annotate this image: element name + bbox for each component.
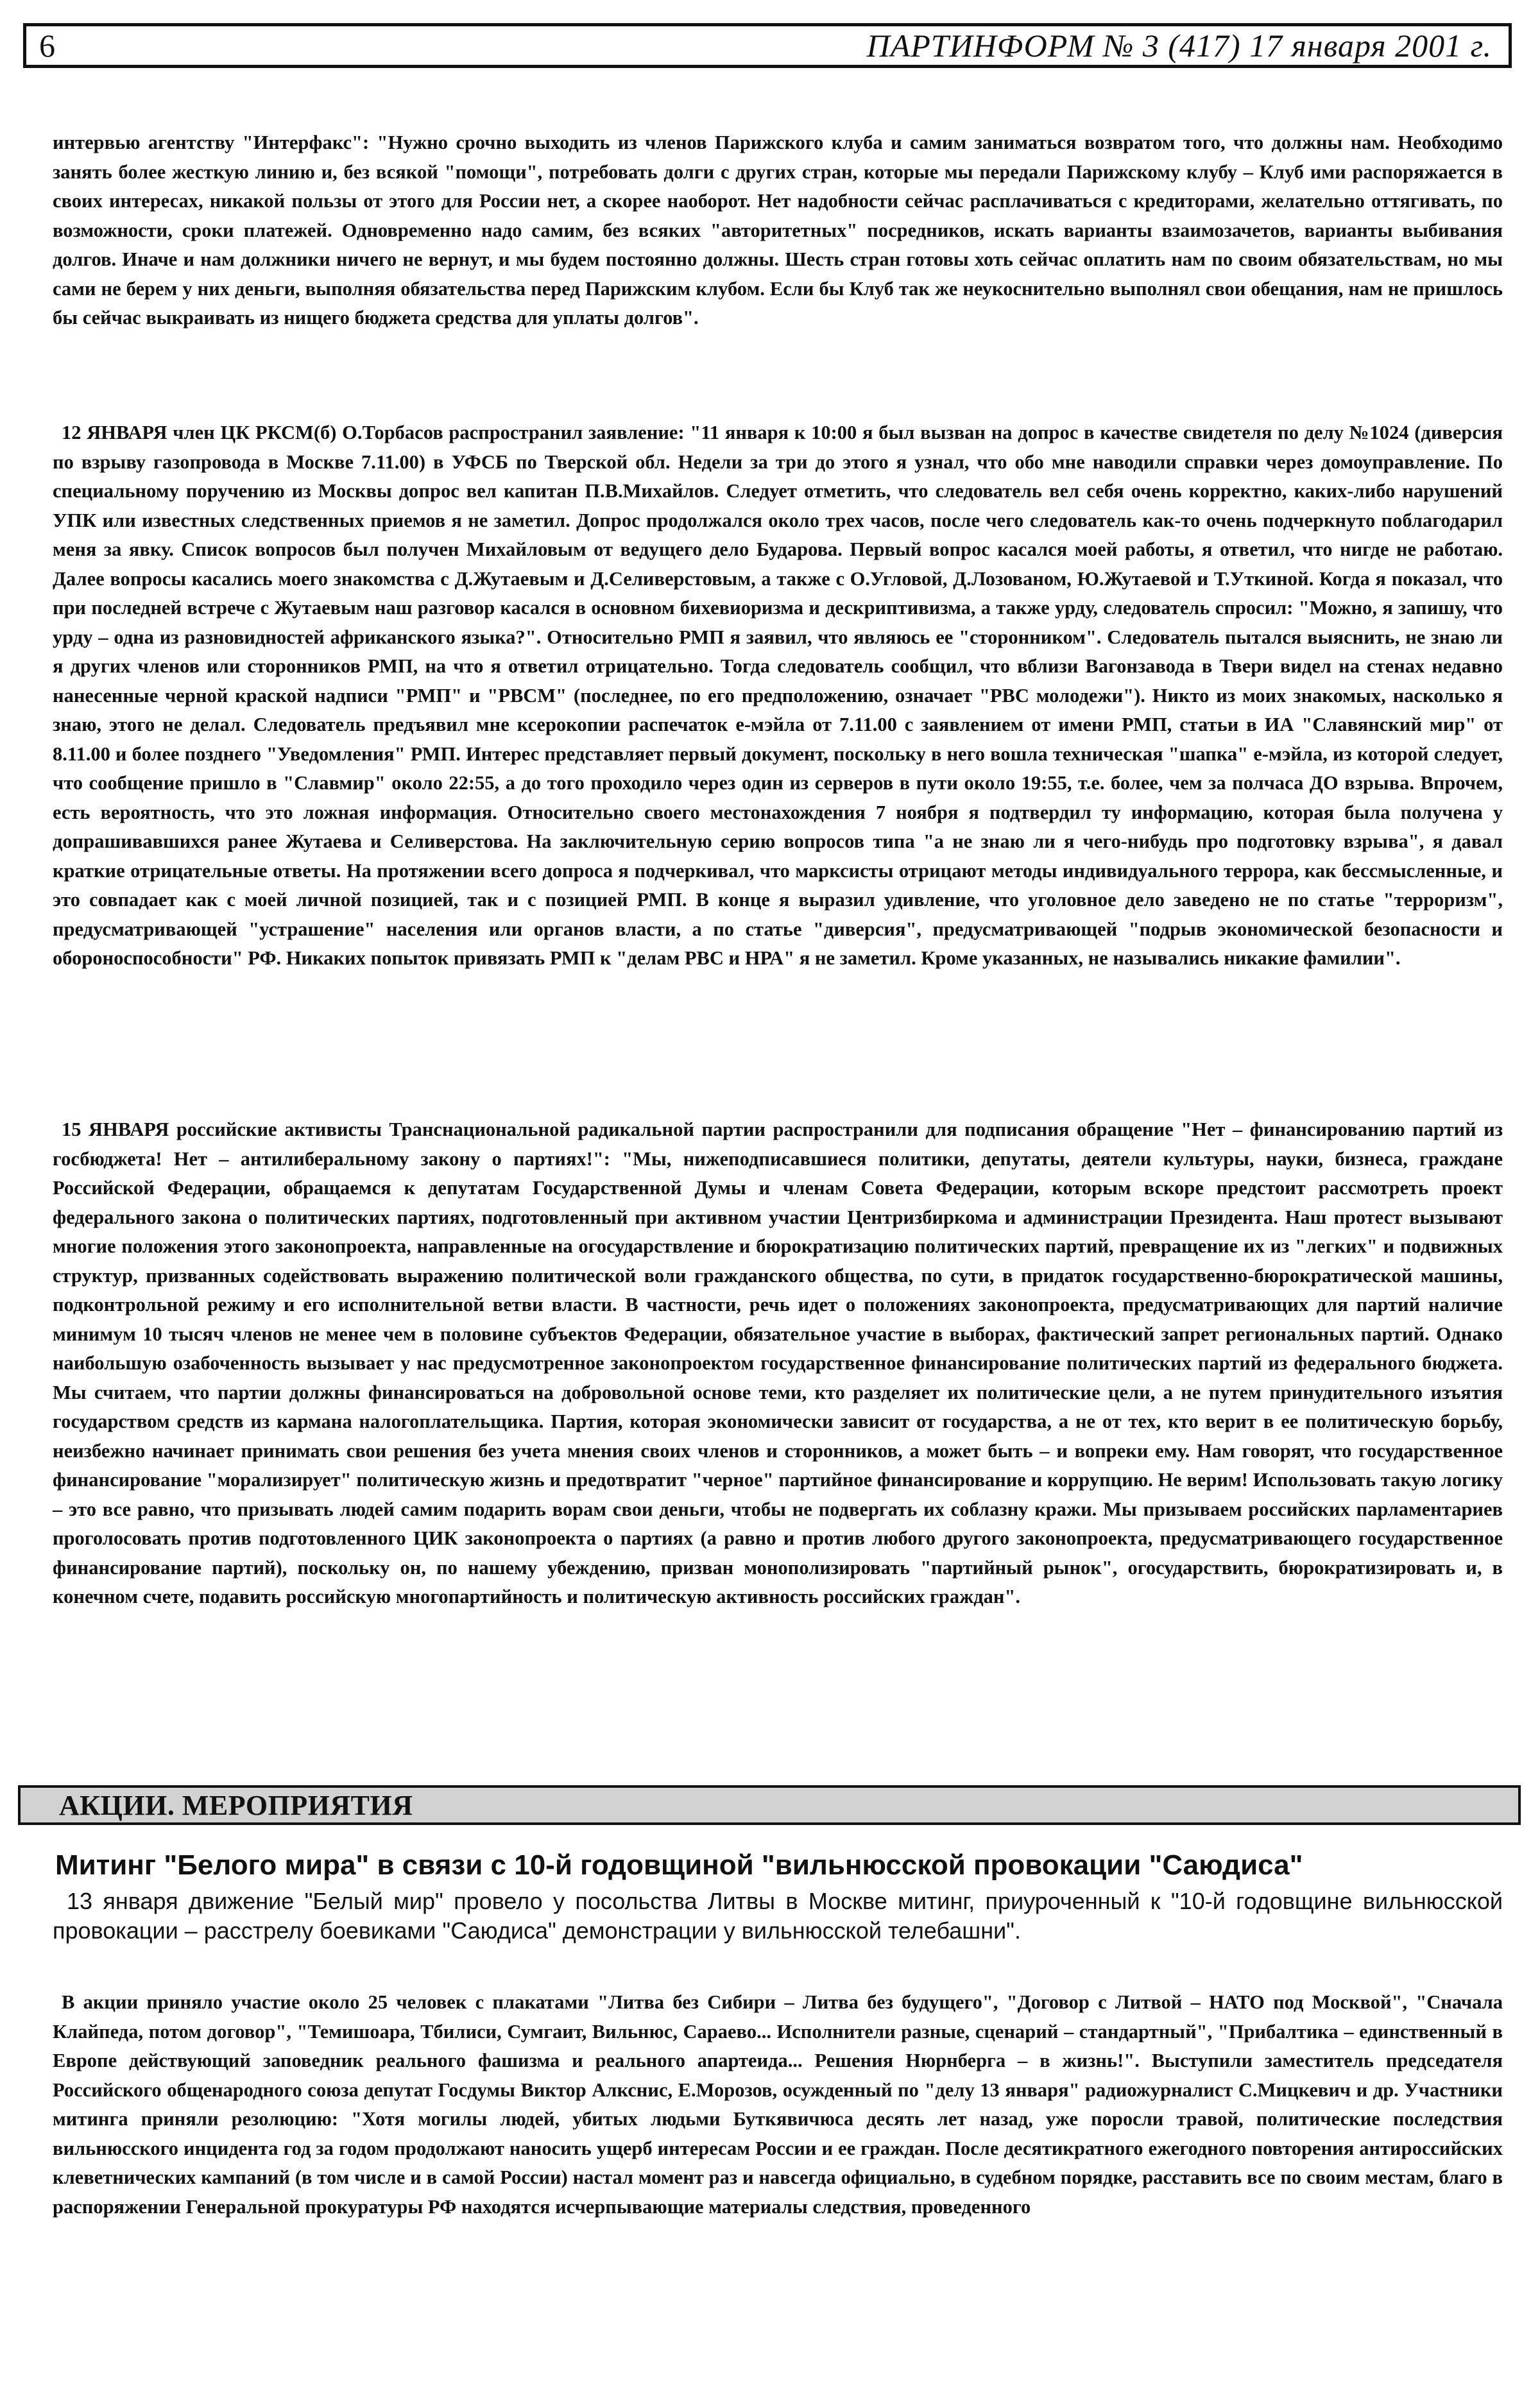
section-heading-bar — [18, 1785, 1521, 1825]
article-title: Митинг "Белого мира" в связи с 10-й годовщиной "вильнюсской провокации "Саюдиса" — [55, 1849, 1303, 1881]
issue-line: ПАРТИНФОРМ № 3 (417) 17 января 2001 г. — [866, 28, 1492, 64]
paragraph-interfax-interview: интервью агентству "Интерфакс": "Нужно срочно выходить из членов Парижского клуба и самим заниматься возвратом того, что должны нам. Необходимо занять более жесткую линию и, без всякой "помощи", потребовать долги с других стран, которые мы передали Парижскому клубу – Клуб ими распоряжается в своих интересах, никакой пользы от этого для России нет, а скорее наоборот. Нет надобности сейчас расплачиваться с кредиторами, желательно оттягивать, по возможности, сроки платежей. Одновременно надо самим, без всяких "авторитетных" посредников, искать варианты взаимозачетов, варианты выбивания долгов. Иначе и нам должники ничего не вернут, и мы будем постоянно должны. Шесть стран готовы хоть сейчас оплатить нам по своим обязательствам, но мы сами не берем у них деньги, выполняя обязательства перед Парижским клубом. Если бы Клуб так же неукоснительно выполнял свои обещания, нам не пришлось бы сейчас выкраивать из нищего бюджета средства для уплаты долгов". — [53, 132, 1503, 329]
paragraph-jan-15: 15 ЯНВАРЯ российские активисты Транснациональной радикальной партии распространили для подписания обращение "Нет – финансированию партий из госбюджета! Нет – антилиберальному закону о партиях!": "Мы, нижеподписавшиеся политики, депутаты, деятели культуры, науки, бизнеса, граждане Российской Федерации, обращаемся к депутатам Государственной Думы и членам Совета Федерации, которым вскоре предстоит рассмотреть проект федерального закона о политических партиях, подготовленный при активном участии Центризбиркома и администрации Президента. Наш протест вызывают многие положения этого законопроекта, направленные на огосударствление и бюрократизацию политических партий, превращение их из "легких" и подвижных структур, призванных содействовать выражению политической воли гражданского общества, по сути, в придаток государственно-бюрократической машины, подконтрольной режиму и его исполнительной ветви власти. В частности, речь идет о положениях законопроекта, предусматривающих для партий наличие минимум 10 тысяч членов не менее чем в половине субъектов Федерации, обязательное участие в выборах, фактический запрет региональных партий. Однако наибольшую озабоченность вызывает у нас предусмотренное законопроектом государственное финансирование политических партий из федерального бюджета. Мы считаем, что партии должны финансироваться на добровольной основе теми, кто разделяет их политические цели, а не путем принудительного изъятия государством средств из кармана налогоплательщика. Партия, которая экономически зависит от государства, а не от тех, кто верит в ее политическую борьбу, неизбежно начинает принимать свои решения без учета мнения своих членов и сторонников, а может быть – и вопреки ему. Нам говорят, что государственное финансирование "морализирует" политическую жизнь и предотвратит "черное" партийное финансирование и коррупцию. Не верим! Использовать такую логику – это все равно, что призывать людей самим подарить ворам свои деньги, чтобы не подвергать их соблазну кражи. Мы призываем российских парламентариев проголосовать против подготовленного ЦИК законопроекта о партиях (а равно и против любого другого законопроекта, предусматривающего государственное финансирование партий), поскольку он, по нашему убеждению, призван монополизировать "партийный рынок", огосударствить, бюрократизировать и, в конечном счете, подавить российскую многопартийность и политическую активность российских граждан". — [53, 1118, 1503, 1607]
article-body: В акции приняло участие около 25 человек с плакатами "Литва без Сибири – Литва без будущего", "Договор с Литвой – НАТО под Москвой", "Сначала Клайпеда, потом договор", "Темишоара, Тбилиси, Сумгаит, Вильнюс, Сараево... Исполнители разные, сценарий – стандартный", "Прибалтика – единственный в Европе действующий заповедник реального фашизма и реального апартеида... Решения Нюрнберга – в жизнь!". Выступили заместитель председателя Российского общенародного союза депутат Госдумы Виктор Алкснис, Е.Морозов, осужденный по "делу 13 января" радиожурналист С.Мицкевич и др. Участники митинга приняли резолюцию: "Хотя могилы людей, убитых людьми Буткявичюса десять лет назад, уже поросли травой, политические последствия вильнюсского инцидента год за годом продолжают наносить ущерб интересам России и ее граждан. После десятикратного ежегодного повторения антироссийских клеветнических кампаний (в том числе и в самой России) настал момент раз и навсегда официально, в судебном порядке, расставить все по своим местам, благо в распоряжении Генеральной прокуратуры РФ находятся исчерпывающие материалы следствия, проведенного — [53, 1991, 1503, 2218]
paragraph-jan-12: 12 ЯНВАРЯ член ЦК РКСМ(б) О.Торбасов распространил заявление: "11 января к 10:00 я был вызван на допрос в качестве свидетеля по делу №1024 (диверсия по взрыву газопровода в Москве 7.11.00) в УФСБ по Тверской обл. Недели за три до этого я узнал, что обо мне наводили справки через домоуправление. По специальному поручению из Москвы допрос вел капитан П.В.Михайлов. Следует отметить, что следователь вел себя очень корректно, каких-либо нарушений УПК или известных следственных приемов я не заметил. Допрос продолжался около трех часов, после чего следователь как-то очень подчеркнуто поблагодарил меня за явку. Список вопросов был получен Михайловым от ведущего дело Бударова. Первый вопрос касался моей работы, я ответил, что нигде не работаю. Далее вопросы касались моего знакомства с Д.Жутаевым и Д.Селиверстовым, а также с О.Угловой, Д.Лозованом, Ю.Жутаевой и Т.Уткиной. Когда я показал, что при последней встрече с Жутаевым наш разговор касался в основном бихевиоризма и дескриптивизма, а также урду, следователь спросил: "Можно, я запишу, что урду – одна из разновидностей африканского языка?". Относительно РМП я заявил, что являюсь ее "сторонником". Следователь пытался выяснить, не знаю ли я других членов или сторонников РМП, на что я ответил отрицательно. Тогда следователь сообщил, что вблизи Вагонзавода в Твери видел на стенах недавно нанесенные черной краской надписи "РМП" и "РВСМ" (последнее, по его предположению, означает "РВС молодежи"). Никто из моих знакомых, насколько я знаю, этого не делал. Следователь предъявил мне ксерокопии распечаток e-мэйла от 7.11.00 с заявлением от имени РМП, статьи в ИА "Славянский мир" от 8.11.00 и более позднего "Уведомления" РМП. Интерес представляет первый документ, поскольку в него вошла техническая "шапка" e-мэйла, из которой следует, что сообщение пришло в "Славмир" около 22:55, а до того проходило через один из серверов в пути около 19:55, т.е. более, чем за полчаса ДО взрыва. Впрочем, есть вероятность, что это ложная информация. Относительно своего местонахождения 7 ноября я подтвердил ту информацию, которая была получена у допрашивавшихся ранее Жутаева и Селиверстова. На заключительную серию вопросов типа "а не знаю ли я чего-нибудь про подготовку взрыва", я давал краткие отрицательные ответы. На протяжении всего допроса я подчеркивал, что марксисты отрицают методы индивидуального террора, как бессмысленные, и это совпадает как с моей личной позицией, так и с позицией РМП. В конце я выразил удивление, что уголовное дело заведено не по статье "терроризм", предусматривающей "устрашение" населения или органов власти, а по статье "диверсия", предусматривающей "подрыв экономической безопасности и обороноспособности" РФ. Никаких попыток привязать РМП к "делам РВС и НРА" я не заметил. Кроме указанных, не назывались никакие фамилии". — [53, 422, 1503, 969]
article-lead: 13 января движение "Белый мир" провело у посольства Литвы в Москве митинг, приуроченный к "10-й годовщине вильнюсской провокации – расстрелу боевиками "Саюдиса" демонстрации у вильнюсской телебашни". — [53, 1888, 1503, 1944]
section-title: АКЦИИ. МЕРОПРИЯТИЯ — [59, 1789, 413, 1821]
page-number: 6 — [39, 28, 55, 64]
page-header — [23, 23, 1512, 68]
